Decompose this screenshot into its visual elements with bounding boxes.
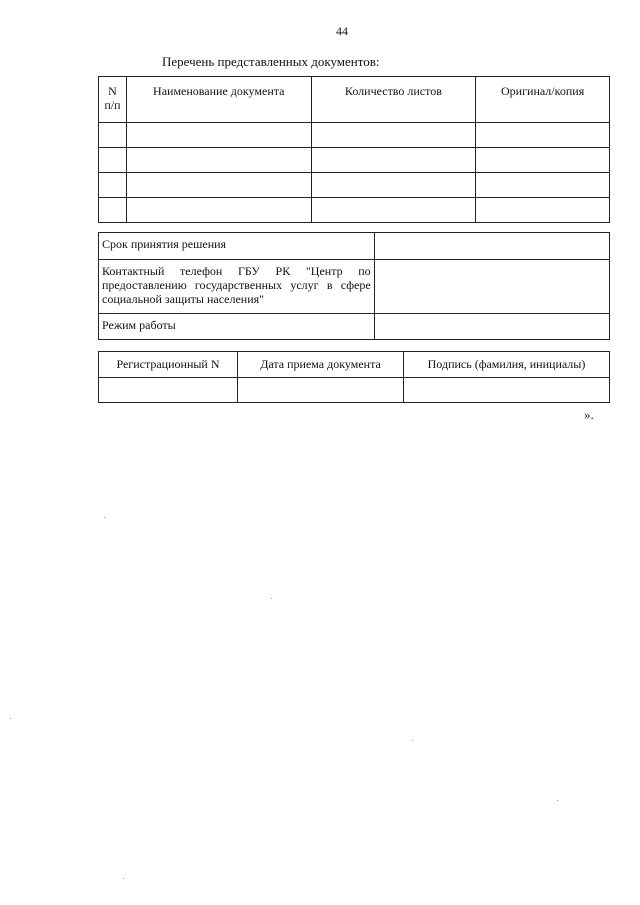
table-row [99, 148, 610, 173]
cell-original-copy[interactable] [476, 198, 610, 223]
cell-registration-number[interactable] [99, 378, 238, 403]
documents-list-title: Перечень представленных документов: [162, 54, 380, 69]
cell-sheet-count[interactable] [311, 198, 476, 223]
cell-signature[interactable] [404, 378, 610, 403]
cell-document-name[interactable] [126, 173, 311, 198]
cell-original-copy[interactable] [476, 123, 610, 148]
cell-document-name[interactable] [126, 123, 311, 148]
cell-number[interactable] [99, 123, 127, 148]
cell-original-copy[interactable] [476, 148, 610, 173]
documents-table [98, 76, 610, 223]
documents-table-header [99, 77, 610, 123]
contact-phone-label: Контактный телефон ГБУ РК "Центр по предоставлению государственных услуг в сфере социальной защиты населения" [99, 260, 375, 314]
service-info-table [98, 232, 610, 340]
cell-original-copy[interactable] [476, 173, 610, 198]
registration-header [99, 352, 610, 378]
decision-term-label: Срок принятия решения [99, 233, 375, 260]
decision-term-value[interactable] [374, 233, 609, 260]
page-number: 44 [336, 24, 348, 38]
header-registration-number: Регистрационный N [99, 352, 238, 378]
header-sheet-count: Количество листов [311, 77, 476, 123]
table-row [99, 378, 610, 403]
cell-document-name[interactable] [126, 148, 311, 173]
cell-sheet-count[interactable] [311, 173, 476, 198]
decision-term-row [99, 233, 610, 260]
scan-speck [104, 517, 105, 518]
header-receipt-date: Дата приема документа [238, 352, 404, 378]
work-hours-row [99, 314, 610, 340]
work-hours-value[interactable] [374, 314, 609, 340]
scan-speck [271, 598, 272, 599]
header-document-name: Наименование документа [126, 77, 311, 123]
contact-phone-value[interactable] [374, 260, 609, 314]
cell-sheet-count[interactable] [311, 148, 476, 173]
cell-receipt-date[interactable] [238, 378, 404, 403]
scan-speck [557, 800, 558, 801]
cell-number[interactable] [99, 173, 127, 198]
cell-sheet-count[interactable] [311, 123, 476, 148]
closing-quote: ». [584, 407, 594, 422]
cell-document-name[interactable] [126, 198, 311, 223]
header-number: N п/п [99, 77, 127, 123]
work-hours-label: Режим работы [99, 314, 375, 340]
header-signature: Подпись (фамилия, инициалы) [404, 352, 610, 378]
scan-speck [412, 740, 413, 741]
cell-number[interactable] [99, 148, 127, 173]
scan-speck [10, 718, 11, 719]
contact-phone-row [99, 260, 610, 314]
scan-speck [123, 878, 124, 879]
cell-number[interactable] [99, 198, 127, 223]
registration-table [98, 351, 610, 403]
table-row [99, 173, 610, 198]
table-row [99, 198, 610, 223]
table-row [99, 123, 610, 148]
header-original-copy: Оригинал/копия [476, 77, 610, 123]
